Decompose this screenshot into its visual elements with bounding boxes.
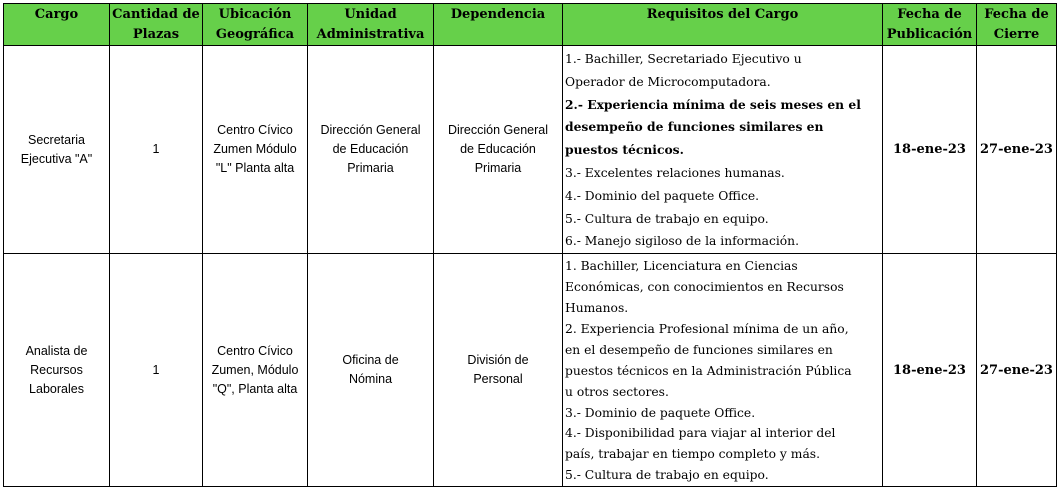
cell-fecha-publicacion: 18-ene-23	[883, 254, 977, 487]
cell-ubicacion: Centro Cívico Zumen Módulo "L" Planta alta	[203, 46, 308, 254]
cell-requisitos	[563, 46, 883, 254]
cell-ubicacion: Centro Cívico Zumen, Módulo "Q", Planta alta	[203, 254, 308, 487]
header-unidad: Unidad Administrativa	[308, 4, 434, 46]
header-cargo: Cargo	[4, 4, 110, 46]
cell-dependencia: Dirección General de Educación Primaria	[434, 46, 563, 254]
cell-cargo: Analista de Recursos Laborales	[4, 254, 110, 487]
job-openings-table	[3, 3, 1057, 487]
requirement-line: 2. Experiencia Profesional mínima de un año,	[565, 321, 849, 336]
requirement-line: 1. Bachiller, Licenciatura en Ciencias	[565, 259, 798, 274]
header-publicacion: Fecha de Publicación	[883, 4, 977, 46]
requirement-line: 5.- Cultura de trabajo en equipo.	[565, 468, 769, 483]
table-row	[4, 46, 1057, 254]
requirement-line: puestos técnicos.	[565, 142, 684, 158]
cell-unidad: Oficina de Nómina	[308, 254, 434, 487]
cell-fecha-cierre: 27-ene-23	[977, 46, 1057, 254]
header-dependencia: Dependencia	[434, 4, 563, 46]
cell-unidad: Dirección General de Educación Primaria	[308, 46, 434, 254]
requirement-line: 3.- Dominio de paquete Office.	[565, 405, 756, 420]
requirement-line: 6.- Manejo sigiloso de la información.	[565, 234, 800, 249]
cell-requisitos	[563, 254, 883, 487]
requirement-line: puestos técnicos en la Administración Pública	[565, 363, 852, 378]
requirement-line: 1.- Bachiller, Secretariado Ejecutivo u	[565, 52, 802, 66]
requirement-line: 2.- Experiencia mínima de seis meses en el	[565, 96, 861, 112]
requirement-line: país, trabajar en tiempo completo y más.	[565, 447, 821, 462]
cell-fecha-cierre: 27-ene-23	[977, 254, 1057, 487]
requirement-line: Humanos.	[565, 300, 629, 315]
requirement-line: 4.- Disponibilidad para viajar al interior del	[565, 426, 836, 441]
cell-fecha-publicacion: 18-ene-23	[883, 46, 977, 254]
requirement-line: Económicas, con conocimientos en Recursos	[565, 280, 844, 295]
requirement-line: en el desempeño de funciones similares en	[565, 342, 833, 357]
header-cierre: Fecha de Cierre	[977, 4, 1057, 46]
cell-dependencia: División de Personal	[434, 254, 563, 487]
header-ubicacion: Ubicación Geográfica	[203, 4, 308, 46]
header-plazas: Cantidad de Plazas	[110, 4, 203, 46]
table-row	[4, 254, 1057, 487]
header-requisitos: Requisitos del Cargo	[563, 4, 883, 46]
cell-cargo: Secretaria Ejecutiva "A"	[4, 46, 110, 254]
requirement-line: desempeño de funciones similares en	[565, 119, 824, 135]
cell-plazas: 1	[110, 46, 203, 254]
requirement-line: 3.- Excelentes relaciones humanas.	[565, 165, 785, 180]
cell-plazas: 1	[110, 254, 203, 487]
requirement-line: u otros sectores.	[565, 384, 669, 399]
requirement-line: 5.- Cultura de trabajo en equipo.	[565, 211, 769, 226]
requirement-line: 4.- Dominio del paquete Office.	[565, 188, 760, 203]
requirement-line: Operador de Microcomputadora.	[565, 74, 771, 89]
header-row	[4, 4, 1057, 46]
